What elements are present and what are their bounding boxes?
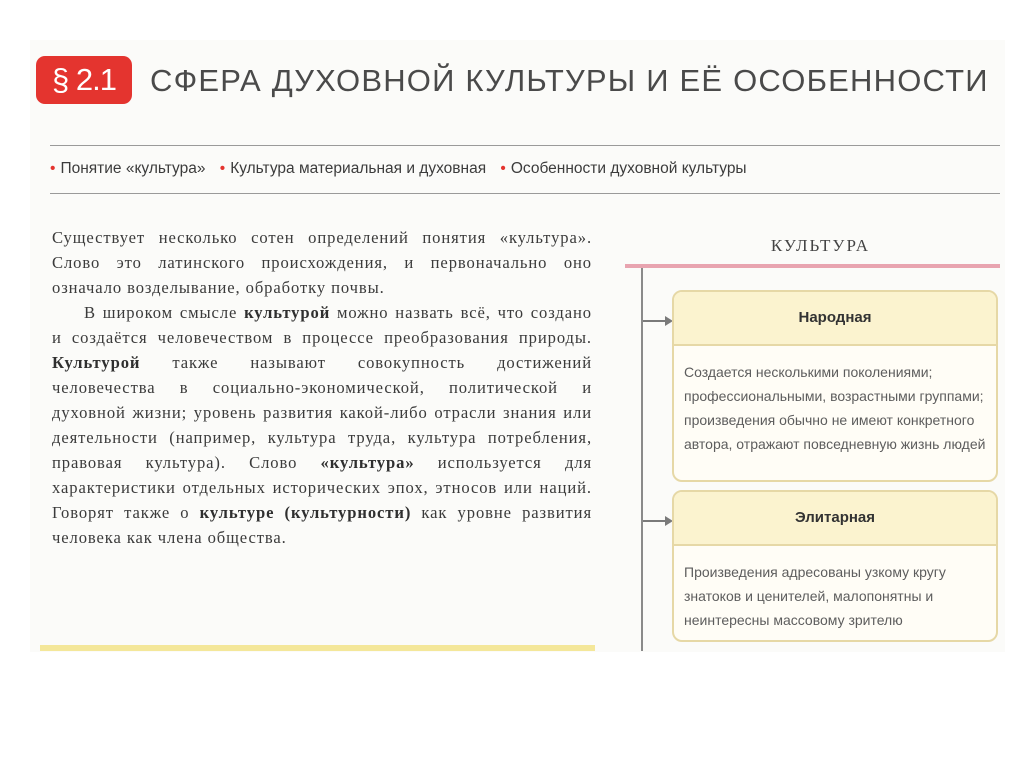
subtopic-item: Понятие «культура» — [60, 160, 206, 177]
card-heading: Элитарная — [674, 492, 996, 546]
bottom-divider — [50, 193, 1000, 194]
paragraph — [52, 300, 592, 550]
section-badge: § 2.1 — [36, 56, 132, 104]
bullet-icon: • — [50, 160, 56, 177]
scheme-title: КУЛЬТУРА — [770, 236, 870, 255]
card-folk-culture — [672, 290, 998, 482]
subtopic-item: Культура материальная и духовная — [230, 160, 487, 177]
top-divider — [50, 145, 1000, 146]
arrow-right-icon — [643, 520, 667, 522]
card-elite-culture — [672, 490, 998, 642]
bullet-icon: • — [500, 160, 506, 177]
arrow-right-icon — [643, 320, 667, 322]
text-run: можно назвать всё, что создано и создаётся человечеством в процессе преобразования природы. — [52, 303, 592, 347]
card-description: Создается несколькими поколениями; профессиональными, возрастными группами; произведения обычно не имеют конкретного автора, отражают повседневную жизнь людей — [684, 364, 986, 452]
term-bold: культуре (культурности) — [199, 503, 412, 522]
paragraph: Существует несколько сотен определений понятия «культура». Слово это латинского происхождения, и первоначально оно означало возделывание, обработку почвы. — [52, 228, 592, 297]
yellow-highlight-bar — [40, 645, 595, 651]
scheme-underline — [625, 264, 1000, 268]
subtopic-item: Особенности духовной культуры — [510, 160, 747, 177]
page-title: СФЕРА ДУХОВНОЙ КУЛЬТУРЫ И ЕЁ ОСОБЕННОСТИ — [150, 63, 989, 98]
main-text — [52, 225, 592, 550]
term-bold: Культурой — [52, 353, 141, 372]
term-bold: культурой — [244, 303, 331, 322]
text-run: В широком смысле — [84, 303, 245, 322]
text-run: используется для характеристики отдельных исторических эпох, этносов или наций. Говорят также о — [52, 453, 592, 522]
card-heading: Народная — [674, 292, 996, 346]
scheme-connector — [641, 268, 643, 651]
text-run: также называют совокупность достижений человечества в социально-экономической, политической и духовной жизни; уровень развития какой-либо отрасли знания или деятельности (например, культура труда, культура потребления, правовая культура). Слово — [52, 353, 592, 472]
bullet-icon: • — [219, 160, 226, 177]
text-run: как уровне развития человека как члена общества. — [52, 503, 592, 547]
subtopics-bar — [50, 158, 1000, 180]
term-bold: «культура» — [320, 453, 415, 472]
card-description: Произведения адресованы узкому кругу знатоков и ценителей, малопонятны и неинтересны массовому зрителю — [684, 564, 946, 628]
